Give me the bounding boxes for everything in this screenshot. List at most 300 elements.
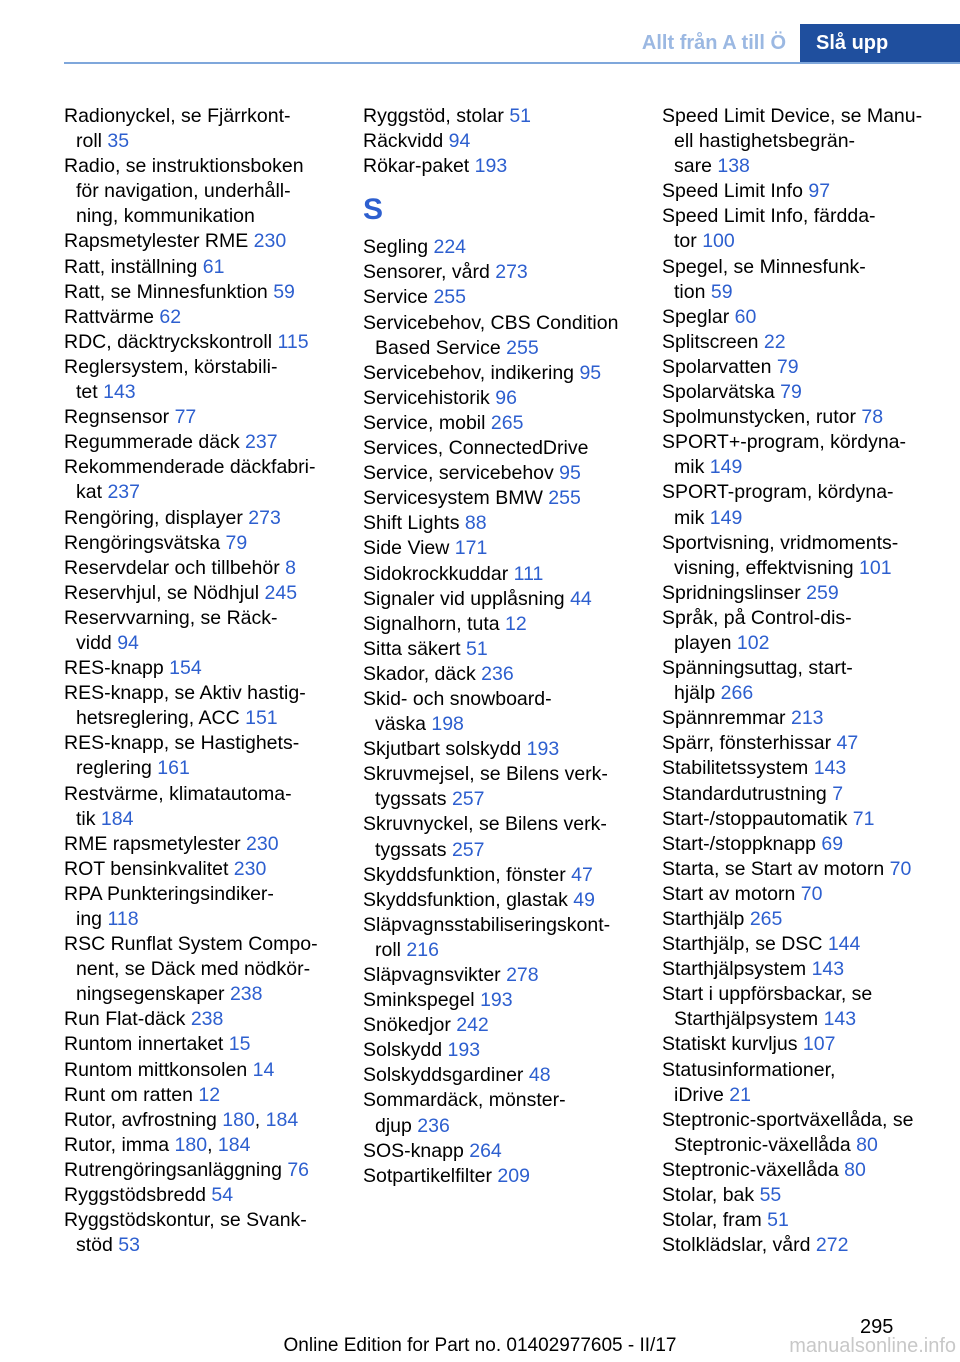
index-entry <box>662 531 956 556</box>
index-entry <box>363 1164 643 1189</box>
index-term: Service, servicebehov <box>363 462 560 485</box>
page-link[interactable]: 257 <box>451 838 485 861</box>
index-entry <box>64 255 344 280</box>
page-link[interactable]: 78 <box>861 406 884 429</box>
page-link[interactable]: 272 <box>815 1234 849 1257</box>
index-term: tik <box>76 807 101 830</box>
index-term: Sminkspegel <box>363 989 481 1012</box>
page-link[interactable]: 60 <box>734 305 757 328</box>
section-tab-a-to-o[interactable]: Allt från A till Ö <box>641 31 786 54</box>
page-link[interactable]: 149 <box>709 506 743 529</box>
page-link[interactable]: 51 <box>509 105 532 127</box>
index-term: Speglar <box>662 305 735 328</box>
index-term: SPORT-program, kördyna- <box>662 481 894 504</box>
index-term: Steptronic-växellåda <box>662 1158 845 1181</box>
index-term: Start-/stoppknapp <box>662 832 822 855</box>
page-link[interactable]: 47 <box>836 732 859 755</box>
index-entry-continuation <box>662 556 956 581</box>
page-link[interactable]: 21 <box>729 1083 751 1106</box>
index-term: Services, ConnectedDrive <box>363 437 589 460</box>
index-term: ning, kommunikation <box>76 205 255 228</box>
index-entry <box>662 1158 956 1183</box>
index-term: RSC Runflat System Compo- <box>64 933 318 956</box>
page-link[interactable]: 216 <box>406 938 439 961</box>
index-term: Regummerade däck <box>64 431 246 454</box>
index-entry <box>662 480 956 505</box>
index-entry <box>363 762 643 787</box>
index-entry <box>64 857 344 882</box>
page-link[interactable]: 143 <box>823 1008 857 1031</box>
index-entry <box>64 405 344 430</box>
index-entry <box>64 1133 344 1158</box>
page-link[interactable]: 79 <box>225 531 248 554</box>
index-term: Ryggstödsbredd <box>64 1184 212 1207</box>
page-link[interactable]: 62 <box>159 305 182 328</box>
page-link[interactable]: 69 <box>821 832 844 855</box>
index-entry <box>64 455 344 480</box>
index-entry-continuation <box>363 1114 643 1139</box>
index-entry <box>363 386 643 411</box>
page-link[interactable]: 71 <box>852 807 875 830</box>
index-term: Rapsmetylester RME <box>64 230 254 253</box>
page-link[interactable]: 77 <box>174 406 197 429</box>
index-entry <box>363 888 643 913</box>
index-term: Skyddsfunktion, glastak <box>363 888 574 911</box>
page-link[interactable]: 264 <box>469 1139 502 1162</box>
page-link[interactable]: 255 <box>433 286 466 309</box>
page-link[interactable]: 236 <box>417 1114 450 1137</box>
index-entry <box>64 1083 344 1108</box>
index-entry <box>64 330 344 355</box>
page-link[interactable]: 193 <box>447 1039 481 1062</box>
index-term: Reservvarning, se Räck- <box>64 606 278 629</box>
page-link[interactable]: 143 <box>811 958 845 981</box>
page-link[interactable]: 107 <box>802 1033 836 1056</box>
index-entry <box>64 104 344 129</box>
page-link[interactable]: 70 <box>889 857 912 880</box>
index-entry <box>363 1139 643 1164</box>
page-link[interactable]: 193 <box>526 738 560 761</box>
index-term: sare <box>674 155 718 178</box>
index-term: Snökedjor <box>363 1014 457 1037</box>
page-link[interactable]: 238 <box>190 1008 224 1031</box>
page-link[interactable]: 193 <box>480 989 513 1012</box>
index-term: Speed Limit Device, se Manu- <box>662 105 923 127</box>
page-link[interactable]: 49 <box>573 888 595 911</box>
page-link[interactable]: 149 <box>709 456 743 479</box>
index-entry <box>662 982 956 1007</box>
index-term: Spännremmar <box>662 707 791 730</box>
index-letter-heading: S <box>363 193 384 227</box>
index-term: tion <box>674 280 711 303</box>
page-link[interactable]: 54 <box>211 1184 234 1207</box>
index-term: mik <box>674 506 710 529</box>
page-link[interactable]: 96 <box>495 386 517 409</box>
index-term: Starthjälpsystem <box>662 958 812 981</box>
index-entry <box>64 531 344 556</box>
page-header <box>64 24 960 64</box>
index-entry <box>64 606 344 631</box>
index-entry-continuation <box>64 807 344 832</box>
index-entry <box>64 882 344 907</box>
index-term: Rengöring, displayer <box>64 506 249 529</box>
index-entry <box>64 506 344 531</box>
page-link[interactable]: 80 <box>856 1133 878 1156</box>
page-link[interactable]: 184 <box>265 1108 299 1131</box>
index-term: tor <box>674 230 703 253</box>
index-term: Rökar-paket <box>363 155 475 178</box>
page-link[interactable]: 94 <box>117 631 139 654</box>
page-link[interactable]: 245 <box>264 581 298 604</box>
index-entry <box>662 355 956 380</box>
index-term: tet <box>76 381 104 404</box>
index-term: Rutrengöringsanläggning <box>64 1158 288 1181</box>
index-term: SPORT+-program, kördyna- <box>662 431 907 454</box>
index-term: RDC, däcktryckskontroll <box>64 330 278 353</box>
index-entry <box>363 963 643 988</box>
page-link[interactable]: 88 <box>464 512 487 535</box>
page-link[interactable]: 144 <box>827 933 861 956</box>
index-entry-continuation <box>662 280 956 305</box>
separator: , <box>207 1133 218 1156</box>
index-entry <box>662 706 956 731</box>
index-entry <box>64 430 344 455</box>
index-term: nent, se Däck med nödkör- <box>76 958 311 981</box>
index-entry <box>363 154 643 179</box>
index-term: djup <box>375 1114 418 1137</box>
page-link[interactable]: 180 <box>222 1108 255 1131</box>
index-term: stöd <box>76 1234 119 1257</box>
index-term: Signaler vid upplåsning <box>363 587 571 610</box>
index-entry <box>662 1108 956 1133</box>
index-entry <box>662 1233 956 1258</box>
index-term: hetsreglering, ACC <box>76 707 246 730</box>
index-entry <box>363 863 643 888</box>
index-term: Speed Limit Info <box>662 180 809 203</box>
index-entry-continuation <box>662 1083 956 1108</box>
page-link[interactable]: 266 <box>720 682 754 705</box>
index-entry <box>662 731 956 756</box>
index-entry <box>363 536 643 561</box>
page-link[interactable]: 143 <box>813 757 847 780</box>
index-term: Splitscreen <box>662 330 764 353</box>
page-link[interactable]: 171 <box>454 537 488 560</box>
index-entry <box>64 1208 344 1233</box>
index-term: Runt om ratten <box>64 1083 199 1106</box>
index-entry <box>363 1013 643 1038</box>
page-link[interactable]: 79 <box>780 381 802 404</box>
page-link[interactable]: 35 <box>107 130 130 153</box>
page-link[interactable]: 151 <box>245 707 278 730</box>
page-link[interactable]: 230 <box>233 857 267 880</box>
page-link[interactable]: 193 <box>474 155 508 178</box>
index-entry <box>662 957 956 982</box>
separator: , <box>254 1108 266 1131</box>
index-term: RES-knapp <box>64 657 170 680</box>
index-term: Skador, däck <box>363 662 482 685</box>
index-term: Rutor, avfrostning <box>64 1108 223 1131</box>
index-term: Ryggstödskontur, se Svank- <box>64 1209 307 1232</box>
index-entry-continuation <box>662 455 956 480</box>
page-link[interactable]: 97 <box>808 180 831 203</box>
page-link[interactable]: 79 <box>776 355 799 378</box>
index-entry-continuation <box>64 957 344 982</box>
section-tab-lookup[interactable]: Slå upp <box>800 24 960 62</box>
page-link[interactable]: 198 <box>431 713 464 736</box>
index-term: Släpvagnsvikter <box>363 964 507 986</box>
index-term: Servicebehov, indikering <box>363 361 580 384</box>
page-link[interactable]: 184 <box>217 1133 251 1156</box>
page-link[interactable]: 237 <box>245 431 278 454</box>
page-link[interactable]: 100 <box>702 230 735 253</box>
page-link[interactable]: 161 <box>157 757 190 780</box>
index-entry <box>662 907 956 932</box>
index-term: Ratt, inställning <box>64 255 203 278</box>
page-link[interactable]: 273 <box>495 261 528 284</box>
index-entry <box>662 1208 956 1233</box>
index-entry-continuation <box>64 982 344 1007</box>
page-link[interactable]: 8 <box>285 556 296 579</box>
page-link[interactable]: 238 <box>229 983 263 1006</box>
index-entry-continuation <box>662 631 956 656</box>
index-entry <box>363 1088 643 1113</box>
index-term: Spänningsuttag, start- <box>662 657 853 680</box>
page-link[interactable]: 61 <box>202 255 225 278</box>
index-term: ing <box>76 908 108 930</box>
page-link[interactable]: 273 <box>248 506 281 529</box>
index-entry-continuation <box>363 712 643 737</box>
index-entry <box>662 782 956 807</box>
page-link[interactable]: 237 <box>107 481 140 504</box>
page-link[interactable]: 118 <box>107 908 139 930</box>
index-term: Spridningslinser <box>662 581 807 604</box>
index-term: Start-/stoppautomatik <box>662 807 853 830</box>
index-entry <box>363 436 643 461</box>
index-term: Rutor, imma <box>64 1133 175 1156</box>
page-link[interactable]: 255 <box>548 487 581 510</box>
page-link[interactable]: 76 <box>287 1158 310 1181</box>
page-link[interactable]: 209 <box>497 1164 530 1187</box>
page-link[interactable]: 101 <box>859 556 892 579</box>
page-link[interactable]: 255 <box>506 336 539 359</box>
index-entry <box>64 229 344 254</box>
page-link[interactable]: 44 <box>570 587 592 610</box>
page-link[interactable]: 278 <box>506 964 539 986</box>
page-link[interactable]: 95 <box>579 361 602 384</box>
page-link[interactable]: 236 <box>481 662 514 685</box>
index-column-2 <box>363 104 643 1189</box>
index-column-1 <box>64 104 344 1258</box>
index-entry <box>64 731 344 756</box>
index-entry <box>662 1058 956 1083</box>
index-term: RPA Punkteringsindiker- <box>64 882 274 905</box>
index-term: ningsegenskaper <box>76 983 230 1006</box>
index-term: kat <box>76 481 108 504</box>
index-term: tygssats <box>375 788 452 811</box>
index-term: RES-knapp, se Hastighets- <box>64 732 300 755</box>
index-entry <box>662 581 956 606</box>
page-number: 295 <box>860 1316 894 1338</box>
page-link[interactable]: 51 <box>767 1209 789 1232</box>
index-entry-continuation <box>64 380 344 405</box>
index-term: RME rapsmetylester <box>64 832 247 855</box>
index-entry <box>363 486 643 511</box>
index-entry <box>662 179 956 204</box>
page-link[interactable]: 51 <box>465 637 488 660</box>
page-link[interactable]: 12 <box>198 1083 221 1106</box>
index-entry <box>662 104 956 129</box>
index-entry-continuation <box>363 336 643 361</box>
index-term: Starthjälp, se DSC <box>662 933 828 956</box>
index-term: Spolarvätska <box>662 381 781 404</box>
index-entry-continuation <box>64 480 344 505</box>
page-link[interactable]: 138 <box>717 155 750 178</box>
index-column-3 <box>662 104 956 1258</box>
page-link[interactable]: 230 <box>246 832 279 855</box>
page-link[interactable]: 53 <box>118 1234 140 1257</box>
page-link[interactable]: 180 <box>174 1133 208 1156</box>
page-link[interactable]: 230 <box>253 230 287 253</box>
page-link[interactable]: 265 <box>490 411 524 434</box>
page-link[interactable]: 59 <box>273 280 295 303</box>
index-term: Räckvidd <box>363 130 449 153</box>
page-link[interactable]: 115 <box>277 330 309 353</box>
index-entry <box>363 1038 643 1063</box>
page-link[interactable]: 111 <box>513 562 544 585</box>
index-entry <box>64 1007 344 1032</box>
index-entry <box>64 832 344 857</box>
index-entry <box>64 1032 344 1057</box>
index-entry <box>662 832 956 857</box>
index-term: Skjutbart solskydd <box>363 738 527 761</box>
index-term: Sommardäck, mönster- <box>363 1089 566 1112</box>
index-term: roll <box>76 130 108 153</box>
index-term: Rattvärme <box>64 305 160 328</box>
index-entry <box>64 1058 344 1083</box>
page-link[interactable]: 154 <box>169 657 202 680</box>
index-term: Stolar, bak <box>662 1184 760 1207</box>
index-entry-continuation <box>662 1133 956 1158</box>
index-term: Skid- och snowboard- <box>363 687 552 710</box>
index-term: mik <box>674 456 710 479</box>
index-entry <box>64 556 344 581</box>
index-term: Spolarvatten <box>662 355 777 378</box>
index-entry <box>662 430 956 455</box>
index-entry <box>64 782 344 807</box>
index-term: Steptronic-sportväxellåda, se <box>662 1108 914 1131</box>
index-term: Rengöringsvätska <box>64 531 226 554</box>
index-term: Ratt, se Minnesfunktion <box>64 280 274 303</box>
page-link[interactable]: 224 <box>433 236 467 259</box>
index-entry <box>363 104 643 129</box>
index-term: Skyddsfunktion, fönster <box>363 863 572 886</box>
page-link[interactable]: 59 <box>710 280 733 303</box>
index-term: Sitta säkert <box>363 637 466 660</box>
index-term: Reservhjul, se Nödhjul <box>64 581 265 604</box>
index-term: Starta, se Start av motorn <box>662 857 890 880</box>
page-link[interactable]: 94 <box>448 130 471 153</box>
index-term: Solskydd <box>363 1039 448 1062</box>
index-term: Runtom innertaket <box>64 1033 229 1056</box>
page-link[interactable]: 102 <box>736 631 770 654</box>
index-term: Spolmunstycken, rutor <box>662 406 862 429</box>
page-link[interactable]: 15 <box>228 1033 251 1056</box>
index-term: väska <box>375 713 432 736</box>
index-entry <box>64 154 344 179</box>
page-link[interactable]: 213 <box>790 707 824 730</box>
index-term: Starthjälp <box>662 908 750 930</box>
index-term: iDrive <box>674 1083 730 1106</box>
index-term: ROT bensinkvalitet <box>64 857 234 880</box>
index-entry <box>363 737 643 762</box>
page-link[interactable]: 80 <box>844 1158 866 1181</box>
page-link[interactable]: 259 <box>806 581 839 604</box>
index-entry <box>363 913 643 938</box>
index-term: Based Service <box>375 336 507 359</box>
index-entry <box>363 637 643 662</box>
index-term: Radio, se instruktionsboken <box>64 155 304 178</box>
index-entry <box>662 1183 956 1208</box>
page-link[interactable]: 14 <box>252 1058 275 1081</box>
index-term: visning, effektvisning <box>674 556 859 579</box>
index-entry <box>363 988 643 1013</box>
watermark: manualsonline.info <box>789 1335 956 1357</box>
index-term: Stolar, fram <box>662 1209 768 1232</box>
page-link[interactable]: 48 <box>528 1064 551 1087</box>
index-term: Segling <box>363 236 434 259</box>
index-term: Start i uppförsbackar, se <box>662 983 873 1006</box>
page-link[interactable]: 184 <box>100 807 134 830</box>
index-term: SOS-knapp <box>363 1139 470 1162</box>
page-link[interactable]: 70 <box>800 882 823 905</box>
index-entry <box>363 260 643 285</box>
index-entry-continuation <box>64 1233 344 1258</box>
index-term: Restvärme, klimatautoma- <box>64 782 292 805</box>
page-link[interactable]: 265 <box>749 908 783 930</box>
page-link[interactable]: 22 <box>763 330 786 353</box>
footer-edition: Online Edition for Part no. 01402977605 - II/17 <box>283 1335 677 1356</box>
page-link[interactable]: 7 <box>832 782 844 805</box>
page-link[interactable]: 55 <box>759 1184 782 1207</box>
index-entry <box>662 1032 956 1057</box>
index-term: Reglersystem, körstabili- <box>64 355 278 378</box>
index-term: Servicebehov, CBS Condition <box>363 311 619 334</box>
index-entry <box>64 681 344 706</box>
index-term: Ryggstöd, stolar <box>363 105 510 127</box>
index-term: Solskyddsgardiner <box>363 1064 529 1087</box>
index-entry <box>662 932 956 957</box>
index-entry <box>662 807 956 832</box>
index-term: Stabilitetssystem <box>662 757 814 780</box>
index-term: Sportvisning, vridmoments- <box>662 531 899 554</box>
index-term: Spegel, se Minnesfunk- <box>662 255 866 278</box>
index-entry <box>64 1108 344 1133</box>
index-entry-continuation <box>662 129 956 154</box>
index-entry <box>64 1183 344 1208</box>
page-link[interactable]: 257 <box>451 788 485 811</box>
index-entry <box>64 932 344 957</box>
page-link[interactable]: 143 <box>103 381 136 404</box>
index-entry-continuation <box>64 756 344 781</box>
index-entry-continuation <box>662 154 956 179</box>
page-link[interactable]: 95 <box>559 462 581 485</box>
page-link[interactable]: 47 <box>571 863 593 886</box>
index-term: Statiskt kurvljus <box>662 1033 803 1056</box>
index-entry-continuation <box>64 631 344 656</box>
page-link[interactable]: 12 <box>505 612 527 635</box>
index-entry <box>64 355 344 380</box>
page-link[interactable]: 242 <box>456 1014 489 1037</box>
